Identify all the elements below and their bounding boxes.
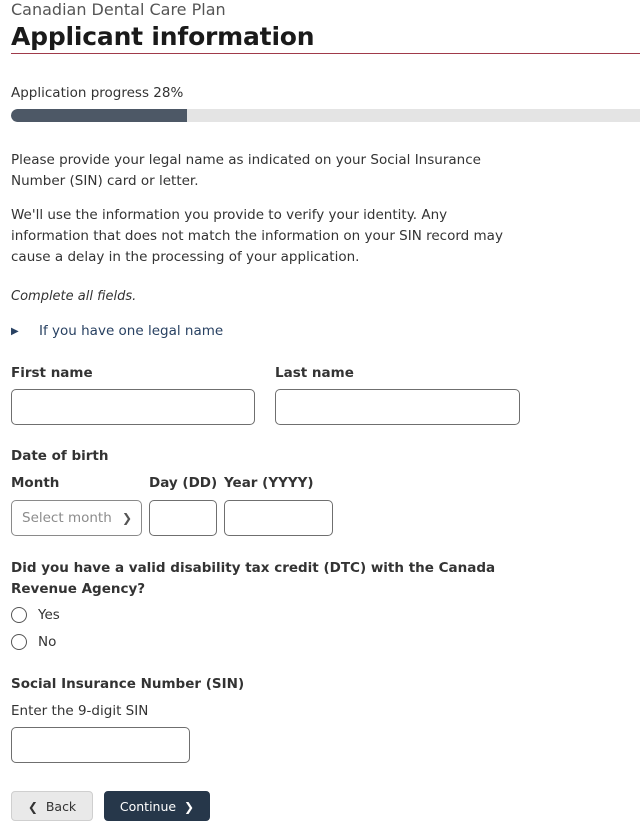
chevron-left-icon: ❮ <box>27 800 38 814</box>
chevron-right-icon: ❯ <box>184 800 195 814</box>
last-name-input[interactable] <box>275 389 520 425</box>
radio-yes[interactable] <box>11 607 27 623</box>
month-select[interactable] <box>11 500 142 536</box>
month-label: Month <box>11 475 60 491</box>
day-input[interactable] <box>149 500 217 536</box>
month-select-value: Select month <box>22 510 112 526</box>
sin-hint: Enter the 9-digit SIN <box>11 703 149 719</box>
dtc-question-legend: Did you have a valid disability tax credit (DTC) with the Canada Revenue Agency? <box>11 560 496 597</box>
title-divider <box>11 53 640 54</box>
sin-input[interactable] <box>11 727 190 763</box>
progress-bar <box>11 109 640 122</box>
first-name-label: First name <box>11 365 93 381</box>
dtc-option-yes[interactable] <box>11 605 60 625</box>
sin-label: Social Insurance Number (SIN) <box>11 676 245 692</box>
triangle-right-icon: ▶ <box>11 326 19 337</box>
disclosure-label: If you have one legal name <box>39 323 224 339</box>
day-label: Day (DD) <box>149 475 218 491</box>
intro-paragraph-verification: We'll use the information you provide to verify your identity. Any information that does not match the information on your SIN record may cause a delay in the processing of your application. <box>11 207 503 265</box>
one-legal-name-disclosure[interactable] <box>11 322 223 341</box>
year-input[interactable] <box>224 500 333 536</box>
required-fields-note: Complete all fields. <box>11 289 137 304</box>
dtc-option-no[interactable] <box>11 632 56 652</box>
progress-bar-fill <box>11 109 187 122</box>
back-button-label: Back <box>45 799 77 814</box>
year-label: Year (YYYY) <box>224 475 314 491</box>
app-name: Canadian Dental Care Plan <box>11 0 226 19</box>
dtc-option-yes-label: Yes <box>38 607 60 623</box>
page-title: Applicant information <box>11 22 315 51</box>
last-name-label: Last name <box>275 365 354 381</box>
first-name-input[interactable] <box>11 389 255 425</box>
progress-label: Application progress 28% <box>11 85 184 101</box>
chevron-down-icon: ❯ <box>121 511 132 525</box>
dtc-option-no-label: No <box>38 634 57 650</box>
continue-button-label: Continue <box>119 799 177 814</box>
intro-paragraph-sin: Please provide your legal name as indicated on your Social Insurance Number (SIN) card or letter. <box>11 152 481 189</box>
date-of-birth-legend: Date of birth <box>11 448 109 464</box>
radio-no[interactable] <box>11 634 27 650</box>
